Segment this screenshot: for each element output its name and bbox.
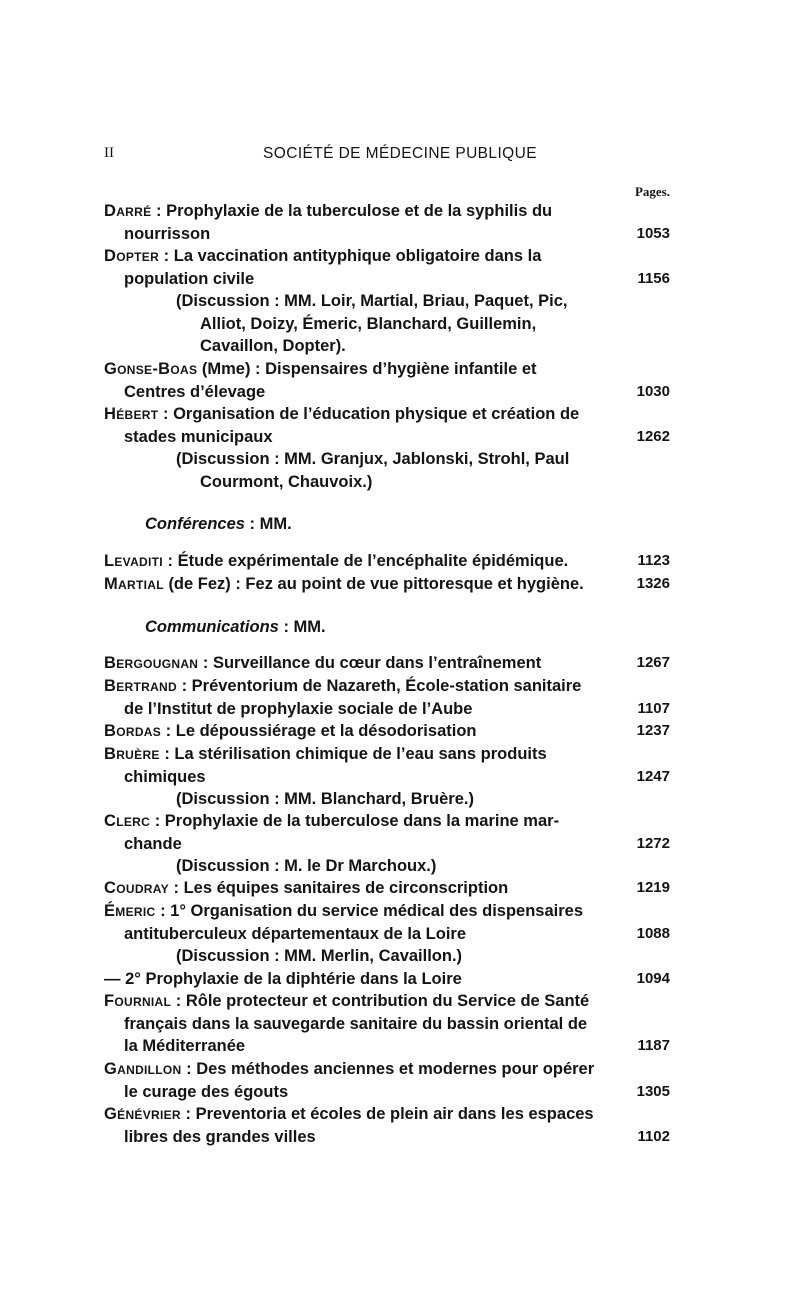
discussion-note: (Discussion : MM. Merlin, Cavaillon.) [176, 947, 463, 965]
author-name: Bruère [104, 745, 160, 763]
index-entry-dopter [104, 245, 670, 358]
index-entry-genevrier [104, 1103, 670, 1148]
page-ref: 1187 [637, 1037, 670, 1054]
entry-title-second: — 2° Prophylaxie de la diphtérie dans la Loire [104, 970, 466, 988]
entry-title: : Prophylaxie de la tuberculose et de la syphilis du [156, 202, 553, 220]
page-ref: 1156 [637, 269, 670, 287]
author-name: Clerc [104, 812, 151, 830]
entry-title: : Organisation de l’éducation physique et création de [162, 405, 580, 423]
index-entry-bertrand [104, 675, 670, 720]
index-entry-bordas [104, 720, 670, 743]
running-header [0, 143, 800, 167]
entry-title-cont: chande [124, 835, 186, 853]
discussion-note: (Discussion : MM. Blanchard, Bruère.) [176, 790, 474, 808]
entry-title-cont: Centres d’élevage [124, 383, 269, 401]
author-name: Darré [104, 202, 152, 220]
entry-title-cont: antituberculeux départementaux de la Loire [124, 925, 470, 943]
author-name: Fournial [104, 992, 172, 1010]
entry-title: : La vaccination antityphique obligatoire dans la [163, 247, 542, 265]
entry-title-cont: de l’Institut de prophylaxie sociale de l’Aube [124, 700, 476, 718]
page-ref: 1102 [637, 1127, 670, 1145]
entry-title: : Des méthodes anciennes et modernes pour opérer [186, 1060, 595, 1078]
entry-title: : Les équipes sanitaires de circonscription [173, 879, 509, 897]
page-ref: 1094 [636, 969, 670, 987]
entry-title: : Le dépoussiérage et la désodorisation [165, 722, 477, 740]
discussion-note: (Discussion : M. le Dr Marchoux.) [176, 857, 437, 875]
author-name: Gonse-Boas [104, 360, 198, 378]
discussion-note-cont: Courmont, Chauvoix.) [200, 472, 373, 491]
index-entry-martial [104, 573, 670, 596]
author-name: Dopter [104, 247, 160, 265]
index-entry-gandillon [104, 1058, 670, 1103]
entry-title: (de Fez) : Fez au point de vue pittoresque et hygiène. [168, 575, 584, 593]
entry-title: : Surveillance du cœur dans l’entraînement [202, 654, 542, 672]
entry-title: (Mme) : Dispensaires d’hygiène infantile et [201, 360, 537, 378]
running-title: SOCIÉTÉ DE MÉDECINE PUBLIQUE [263, 145, 537, 162]
entry-title: : Préventorium de Nazareth, École-station sanitaire [181, 677, 582, 695]
author-name: Gandillon [104, 1060, 182, 1078]
index-entry-levaditi [104, 550, 670, 573]
entry-title-cont: stades municipaux [124, 428, 277, 446]
page-ref: 1267 [636, 654, 670, 671]
entry-title: : Rôle protecteur et contribution du Service de Santé [175, 992, 590, 1010]
page-ref: 1053 [636, 224, 670, 242]
author-name: Hébert [104, 405, 159, 423]
author-name: Levaditi [104, 552, 163, 570]
entry-title-cont: français dans la sauvegarde sanitaire du bassin oriental de [124, 1014, 588, 1033]
page-ref: 1107 [637, 699, 670, 717]
index-entry-darre [104, 200, 670, 245]
author-name: Martial [104, 575, 164, 593]
entry-title: : 1° Organisation du service médical des dispensaires [160, 902, 584, 920]
author-name: Bertrand [104, 677, 177, 695]
discussion-note: (Discussion : MM. Granjux, Jablonski, Strohl, Paul [176, 450, 570, 468]
author-name: Émeric [104, 902, 156, 920]
entry-title: : La stérilisation chimique de l’eau sans produits [164, 745, 547, 763]
discussion-note: (Discussion : MM. Loir, Martial, Briau, Paquet, Pic, [176, 292, 568, 310]
entry-title-cont: population civile [124, 270, 258, 288]
page-ref: 1326 [636, 575, 670, 592]
page-ref: 1272 [636, 834, 670, 852]
entry-title-cont: la Méditerranée [124, 1037, 249, 1055]
author-name: Coudray [104, 879, 169, 897]
author-name: Bordas [104, 722, 162, 740]
entry-title-cont: chimiques [124, 768, 210, 786]
index-entry-bruere [104, 743, 670, 811]
index-entry-bergougnan [104, 652, 670, 675]
page-ref: 1219 [636, 879, 670, 896]
page-ref: 1088 [636, 924, 670, 942]
index-entry-hebert [104, 403, 670, 493]
page-ref: 1305 [636, 1082, 670, 1100]
entry-title: : Preventoria et écoles de plein air dans les espaces [185, 1105, 594, 1123]
author-name: Génévrier [104, 1105, 181, 1123]
page-ref: 1237 [636, 722, 670, 739]
page-ref: 1262 [636, 427, 670, 445]
page-ref: 1030 [636, 382, 670, 400]
page-number: II [104, 145, 114, 161]
entry-title-cont: libres des grandes villes [124, 1128, 320, 1146]
index-entry-clerc [104, 810, 670, 878]
entry-title-cont: le curage des égouts [124, 1083, 292, 1101]
page-ref: 1123 [637, 552, 670, 569]
entry-title: : Prophylaxie de la tuberculose dans la marine mar- [154, 812, 560, 830]
pages-column-label: Pages. [634, 184, 670, 199]
index-entry-coudray [104, 877, 670, 900]
author-name: Bergougnan [104, 654, 199, 672]
section-heading-conferences: Conférences : MM. [145, 515, 292, 533]
entry-title: : Étude expérimentale de l’encéphalite épidémique. [167, 552, 569, 570]
section-heading-communications: Communications : MM. [145, 618, 326, 636]
discussion-note-cont: Alliot, Doizy, Émeric, Blanchard, Guillemin, [200, 314, 537, 333]
discussion-note-cont: Cavaillon, Dopter). [200, 337, 346, 355]
entry-title-cont: nourrisson [124, 225, 214, 243]
page-ref: 1247 [636, 767, 670, 785]
index-entry-fournial [104, 990, 670, 1058]
index-entry-gonse-boas [104, 358, 670, 403]
index-entry-emeric [104, 900, 670, 990]
